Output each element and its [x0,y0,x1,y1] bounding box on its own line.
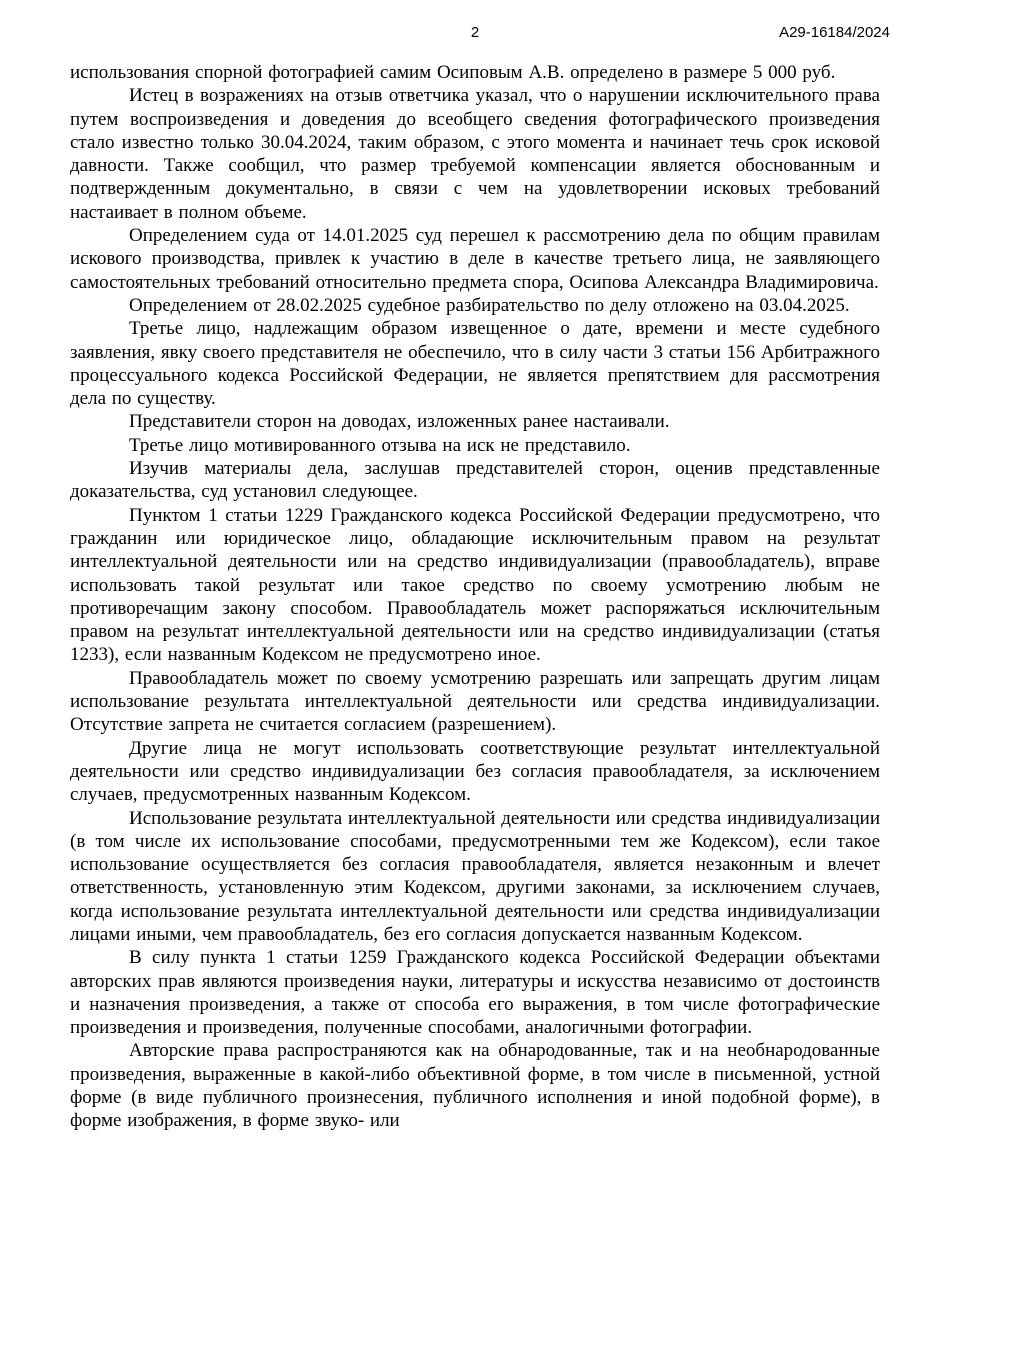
paragraph: Истец в возражениях на отзыв ответчика указал, что о нарушении исключительного права путем воспроизведения и доведения до всеобщего сведения фотографического произведения стало известно только 30.04.2024, таким образом, с этого момента и начинает течь срок исковой давности. Также сообщил, что размер требуемой компенсации является обоснованным и подтвержденным документально, в связи с чем на удовлетворении исковых требований настаивает в полном объеме. [70,85,880,223]
paragraph: Третье лицо мотивированного отзыва на иск не представило. [129,434,631,456]
paragraph: Правообладатель может по своему усмотрению разрешать или запрещать другим лицам использование результата интеллектуальной деятельности или средства индивидуализации. Отсутствие запрета не считается согласием (разрешением). [70,667,880,736]
page-number: 2 [470,24,480,41]
paragraph: Третье лицо, надлежащим образом извещенное о дате, времени и месте судебного заявления, явку своего представителя не обеспечило, что в силу части 3 статьи 156 Арбитражного процессуального кодекса Российской Федерации, не является препятствием для рассмотрения дела по существу. [70,318,880,410]
paragraph: Использование результата интеллектуальной деятельности или средства индивидуализации (в том числе их использование способами, предусмотренными тем же Кодексом), если такое использование осуществляется без согласия правообладателя, является незаконным и влечет ответственность, установленную этим Кодексом, другими законами, за исключением случаев, когда использование результата интеллектуальной деятельности или средства индивидуализации лицами иными, чем правообладатель, без его согласия допускается названным Кодексом. [70,807,880,945]
paragraph: Другие лица не могут использовать соответствующие результат интеллектуальной деятельности или средство индивидуализации без согласия правообладателя, за исключением случаев, предусмотренных названным Кодексом. [70,737,880,806]
paragraph: Авторские права распространяются как на обнародованные, так и на необнародованные произведения, выраженные в какой-либо объективной форме, в том числе в письменной, устной форме (в виде публичного произнесения, публичного исполнения и иной подобной форме), в форме изображения, в форме звуко- или [70,1040,880,1132]
case-number: А29-16184/2024 [779,24,890,41]
paragraph: Определением суда от 14.01.2025 суд перешел к рассмотрению дела по общим правилам искового производства, привлек к участию в деле в качестве третьего лица, не заявляющего самостоятельных требований относительно предмета спора, Осипова Александра Владимировича. [70,225,880,293]
document-header [70,24,890,42]
paragraph: Изучив материалы дела, заслушав представителей сторон, оценив представленные доказательства, суд установил следующее. [70,458,880,503]
paragraph: Определением от 28.02.2025 судебное разбирательство по делу отложено на 03.04.2025. [129,294,850,316]
paragraph: использования спорной фотографией самим Осиповым А.В. определено в размере 5 000 руб. [70,62,836,83]
paragraph: Представители сторон на доводах, изложенных ранее настаивали. [129,411,670,433]
document-body [70,61,880,1133]
paragraph: В силу пункта 1 статьи 1259 Гражданского кодекса Российской Федерации объектами авторских прав являются произведения науки, литературы и искусства независимо от достоинств и назначения произведения, а также от способа его выражения, в том числе фотографические произведения и произведения, полученные способами, аналогичными фотографии. [70,947,880,1039]
paragraph: Пунктом 1 статьи 1229 Гражданского кодекса Российской Федерации предусмотрено, что гражданин или юридическое лицо, обладающие исключительным правом на результат интеллектуальной деятельности или на средство индивидуализации (правообладатель), вправе использовать такой результат или такое средство по своему усмотрению любым не противоречащим закону способом. Правообладатель может распоряжаться исключительным правом на результат интеллектуальной деятельности или на средство индивидуализации (статья 1233), если названным Кодексом не предусмотрено иное. [70,504,880,666]
